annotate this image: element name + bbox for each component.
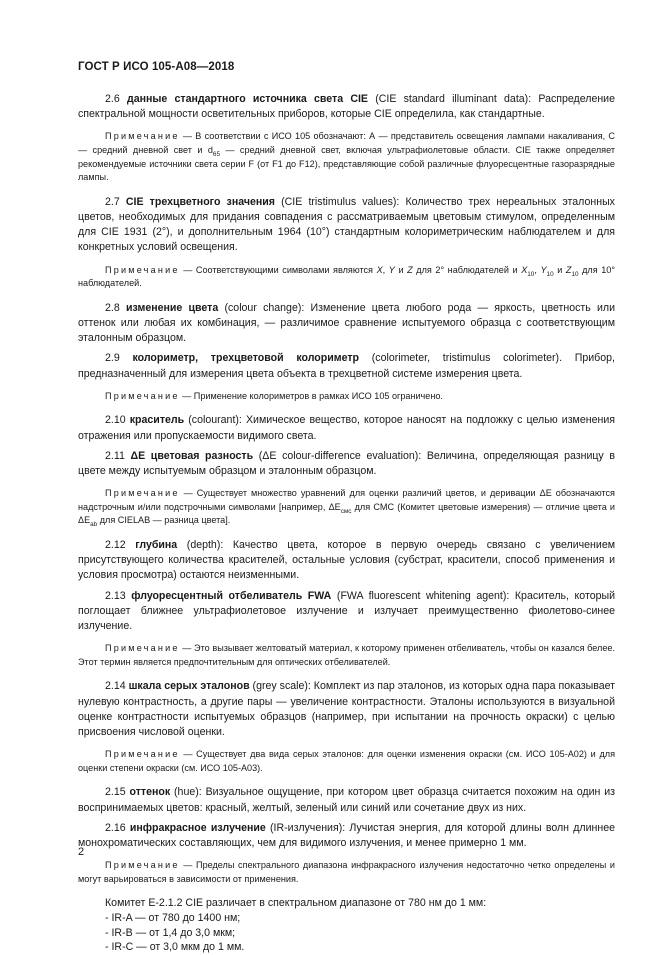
clause-2-15 [78,785,615,815]
subscript: 65 [212,150,220,158]
clause-number: 2.16 [105,821,126,834]
note-2-14 [78,748,615,775]
note-label: Примечание [105,488,180,499]
symbol: Y [540,264,547,275]
term: ΔE цветовая разность [130,449,254,462]
term: глубина [135,538,178,551]
note-2-9 [78,390,615,404]
note-label: Примечание [105,643,180,654]
clause-2-10 [78,413,615,443]
definition: (IR-излучения): Лучистая энергия, для которой длины волн длиннее монохроматических составляющих, чем для видимого излучения, и менее примерно 1 мм. [78,821,615,849]
clause-number: 2.8 [105,301,120,314]
list-item: - IR-C — от 3,0 мкм до 1 мм. [105,941,245,954]
clause-2-6 [78,92,615,122]
note-text: — Соответствующими символами являются [179,264,377,275]
term: оттенок [129,786,171,799]
note-2-16 [78,859,615,886]
note-label: Примечание [105,131,180,142]
note-2-7 [78,264,615,291]
term: флуоресцентный отбеливатель FWA [131,589,332,602]
term: шкала серых эталонов [128,680,250,693]
clause-number: 2.10 [105,414,126,427]
definition: (colorimeter, tristimulus colorimeter). Прибор, предназначенный для измерения цвета объекта в трехцветной системе измерения цвета. [78,352,615,380]
definition: (hue): Визуальное ощущение, при котором цвет образца считается похожим на один из воспринимаемых цветов: красный, желтый, зеленый или синий или сочетание двух из них. [78,786,615,814]
clause-2-7 [78,195,615,256]
subscript: cмс [340,507,352,515]
subscript: ab [90,521,98,529]
note-text: для CMC (Комитет цветовые измерения) — отличие цвета и ΔE [78,501,616,526]
note-label: Примечание [105,860,180,871]
clause-2-11 [78,449,615,479]
definition: (CIE tristimulus values): Количество трех нереальных эталонных цветов, необходимых для придания совпадения с рассматриваемым цветовым стимулом, определенным для CIE 1931 (2°), и дополнительным 1964 (10°) стандартным колориметрическим наблюдателем и для конкретных условий освещения. [78,195,615,254]
note-text: — Существует два вида серых эталонов: для оценки изменения окраски (см. ИСО 105-A02) и для оценки степени окраски (см. ИСО 105-A03). [78,749,615,773]
note-text: — В соответствии с ИСО 105 обозначают: А — представитель освещения лампами накаливания, С — средний дневной свет и d [78,131,615,155]
document-header: ГОСТ Р ИСО 105-A08—2018 [78,61,235,73]
page-number: 2 [78,846,85,858]
symbol: Z [565,264,572,275]
clause-number: 2.7 [105,195,120,208]
note-text: для CIELAB — разница цвета]. [97,515,231,526]
term: CIE трехцветного значения [125,195,275,208]
symbol: X [521,264,528,275]
note-2-13 [78,642,615,669]
subscript: 10 [571,270,579,278]
note-text: , [382,264,389,275]
note-text: для 2° наблюдателей и [412,264,522,275]
symbol: X [376,264,383,275]
clause-2-13 [78,589,615,635]
list-item: - IR-A — от 780 до 1400 нм; [105,911,241,924]
clause-number: 2.15 [105,786,126,799]
note-text: , [534,264,541,275]
note-text: — Применение колориметров в рамках ИСО 105 ограничено. [179,390,443,401]
definition: (grey scale): Комплект из пар эталонов, из которых одна пара показывает нулевую контрастность, а другие пары — увеличение контрастности. Эталоны используются в визуальной оценке контрастности испытуемых образцов (например, при испытании на прочность окраски) с целью присвоения числовой оценки. [78,680,615,738]
term: инфракрасное излучение [129,821,266,834]
term: данные стандартного источника света CIE [126,93,368,105]
note-label: Примечание [105,749,180,760]
note-text: — Пределы спектрального диапазона инфракрасного излучения недостаточно четко определены и могут варьироваться в зависимости от применения. [78,860,615,884]
note-text: — средний дневной свет, включая ультрафиолетовые области. CIE также определяет рекомендуемые источники света серии F (от F1 до F12), представляющие собой различные флуоресцентные газоразрядные лампы. [78,145,615,183]
symbol: Z [407,264,413,275]
definition: (CIE standard illuminant data): Распределение спектральной мощности осветительных приборов, которые CIE определила, как стандартные. [78,93,615,121]
note-text: — Существует множество уравнений для оценки различий цветов, и деривации ΔE обозначаются надстрочным и/или подстрочными символами [например, ΔE [78,488,615,512]
symbol: Y [388,264,395,275]
definition: (ΔE colour-difference evaluation): Величина, определяющая разницу в цвете между испытуемым образцом и эталонным образцом. [78,449,615,477]
clause-2-16 [78,821,615,851]
note-2-11 [78,487,615,528]
term: изменение цвета [125,301,219,314]
document-body [78,92,615,955]
subscript: 10 [527,270,535,278]
clause-2-8 [78,301,615,347]
term: краситель [129,414,185,427]
clause-number: 2.6 [105,93,120,105]
note-text: для 10° наблюдателей. [78,264,615,289]
committee-line: Комитет Е-2.1.2 CIE различает в спектральном диапазоне от 780 нм до 1 мм: [105,897,487,910]
clause-2-12 [78,538,615,584]
clause-2-9 [78,351,615,381]
note-text: и [553,264,566,275]
definition: (colourant): Химическое вещество, которое наносят на подложку с целью изменения отражения или пропускаемости видимого света. [78,414,615,442]
note-text: — Это вызывает желтоватый материал, к которому применен отбеливатель, чтобы он казался белее. Этот термин является предпочтительным для оптических отбеливателей. [78,643,615,667]
clause-number: 2.11 [105,449,125,462]
clause-number: 2.14 [105,680,126,693]
subscript: 10 [546,270,554,278]
term: колориметр, трехцветовой колориметр [132,352,360,365]
definition: (FWA fluorescent whitening agent): Краситель, который поглощает ближнее ультрафиолетовое излучение и излучает преимущественно фиолетово-синее излучение. [78,589,616,632]
note-2-6 [78,130,615,184]
note-label: Примечание [105,264,180,275]
clause-number: 2.13 [105,589,126,602]
clause-number: 2.12 [105,538,126,551]
note-label: Примечание [105,390,180,401]
list-item: - IR-B — от 1,4 до 3,0 мкм; [105,926,236,939]
clause-2-14 [78,679,615,740]
definition: (colour change): Изменение цвета любого рода — яркость, цветность или оттенок или любая их комбинация, — различимое сравнение испытуемого образца с соответствующим эталонным образцом. [78,301,615,345]
clause-number: 2.9 [105,352,120,365]
note-text: и [394,264,408,275]
definition: (depth): Качество цвета, которое в первую очередь связано с увеличением присутствующего количества красителей, остальные условия (субстрат, красители, способ применения и условия просмотра) остаются неизменными. [78,538,615,582]
